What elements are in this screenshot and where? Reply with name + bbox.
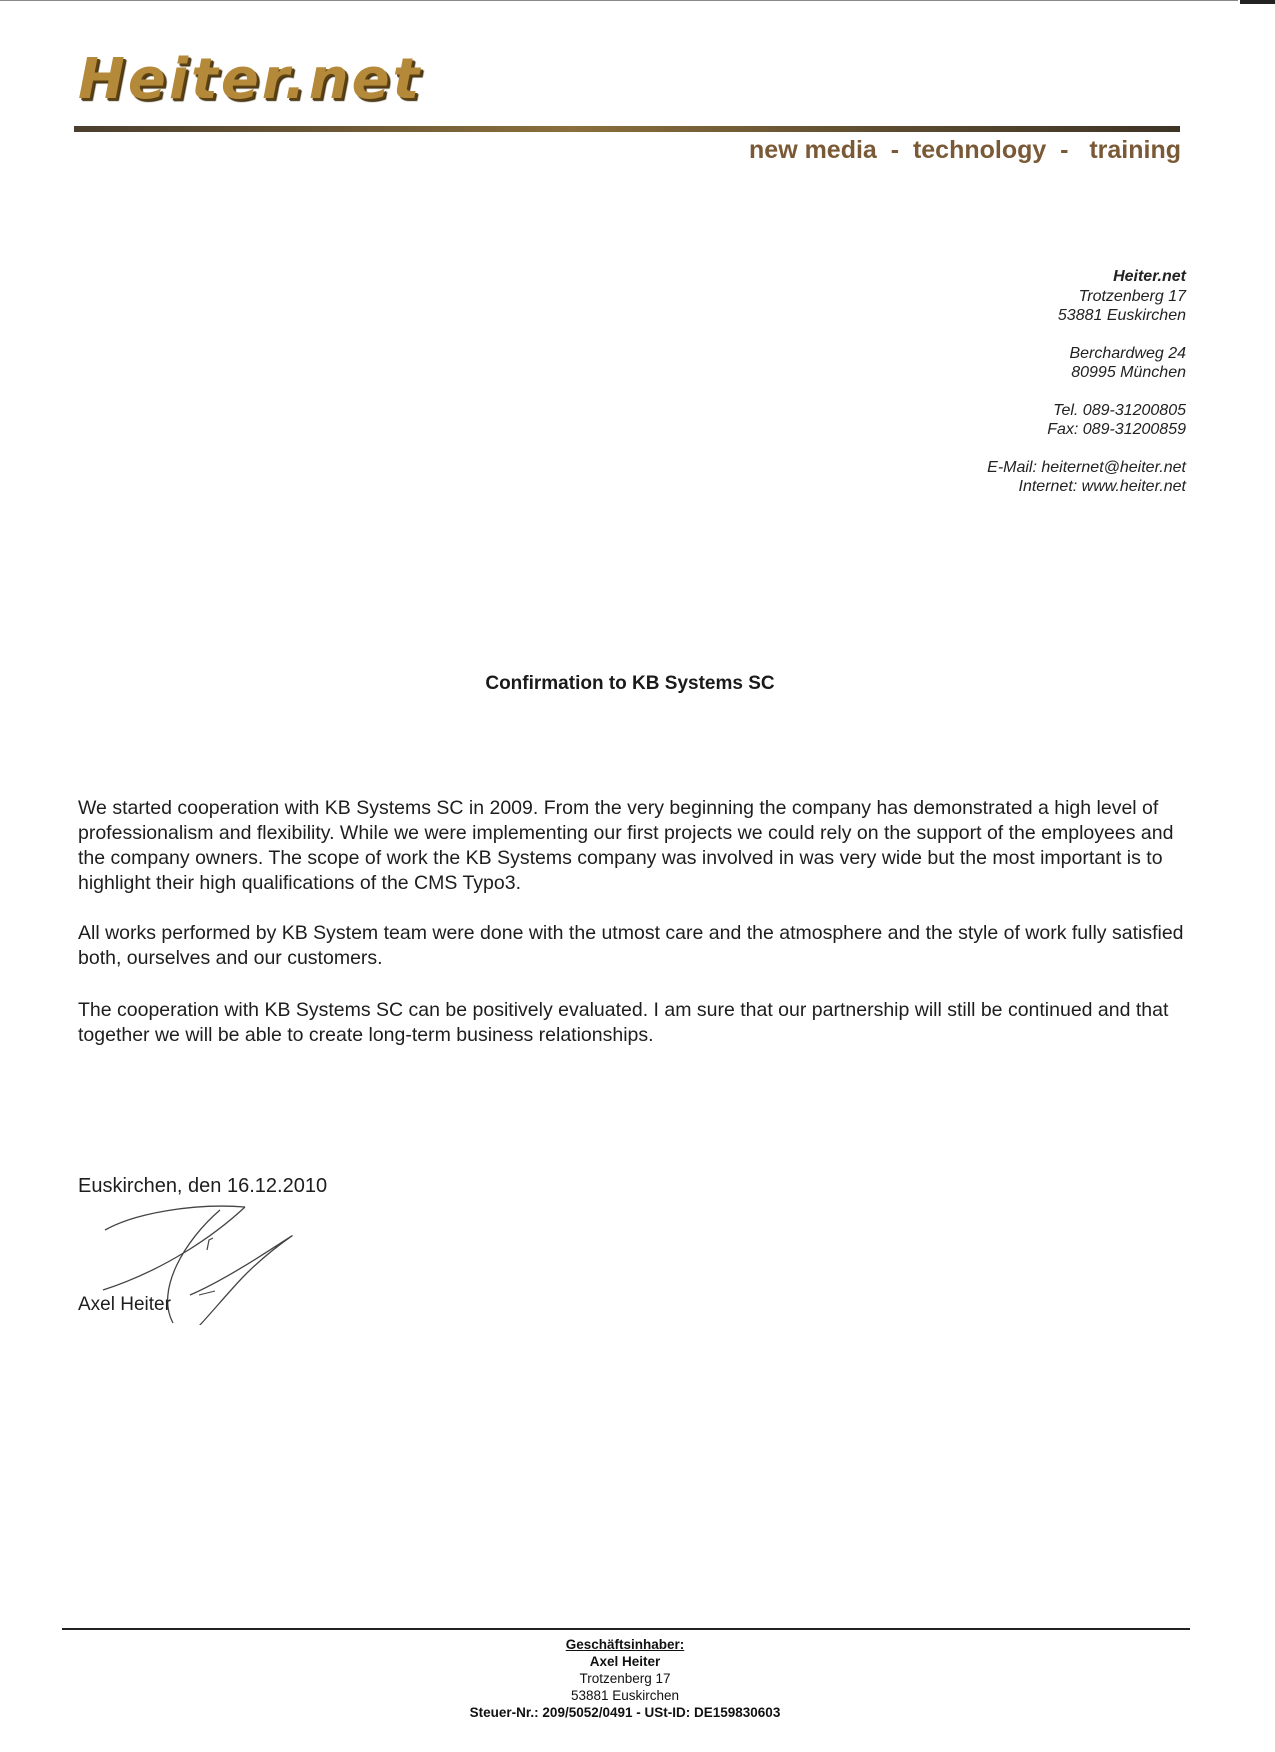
sender-city-1: 53881 Euskirchen	[1057, 307, 1186, 324]
footer-tax-ids: Steuer-Nr.: 209/5052/0491 - USt-ID: DE159830603	[469, 1705, 781, 1720]
footer-rule	[62, 1628, 1190, 1630]
place-and-date: Euskirchen, den 16.12.2010	[78, 1175, 328, 1197]
body-paragraph-1: We started cooperation with KB Systems SC in 2009. From the very beginning the company has demonstrated a high level of professionalism and flexibility. While we were implementing our first projects we could rely on the support of the employees and the company owners. The scope of work the KB Systems company was involved in was very wide but the most important is to highlight their high qualifications of the CMS Typo3.	[78, 797, 1174, 894]
sender-company: Heiter.net	[1113, 268, 1186, 285]
footer-street: Trotzenberg 17	[579, 1671, 671, 1686]
address-gap	[987, 383, 1186, 401]
tagline: new media - technology - training	[749, 136, 1181, 164]
footer-owner-title: Geschäftsinhaber:	[565, 1637, 685, 1652]
scan-top-edge	[0, 0, 1238, 1]
sender-address-block	[987, 267, 1186, 497]
footer-block	[0, 1636, 1250, 1721]
footer-owner-name: Axel Heiter	[589, 1654, 661, 1669]
letter-subject: Confirmation to KB Systems SC	[485, 673, 775, 694]
body-paragraph-3: The cooperation with KB Systems SC can be positively evaluated. I am sure that our partnership will still be continued and that together we will be able to create long-term business relationships.	[78, 999, 1169, 1046]
signer-name: Axel Heiter	[78, 1294, 171, 1315]
sender-street-2: Berchardweg 24	[1069, 344, 1186, 362]
sender-internet: Internet: www.heiter.net	[1018, 478, 1186, 495]
sender-street-1: Trotzenberg 17	[1078, 287, 1186, 305]
scan-corner-mark	[1240, 0, 1275, 4]
sender-email: E-Mail: heiternet@heiter.net	[987, 458, 1186, 476]
sender-city-2: 80995 München	[1071, 364, 1186, 381]
company-logo: Heiter.net	[78, 47, 423, 112]
sender-fax: Fax: 089-31200859	[1047, 421, 1186, 438]
body-paragraph-2: All works performed by KB System team were done with the utmost care and the atmosphere and the style of work fully satisfied both, ourselves and our customers.	[78, 922, 1184, 969]
header-rule	[74, 126, 1180, 132]
address-gap	[987, 440, 1186, 458]
address-gap	[987, 326, 1186, 344]
sender-tel: Tel. 089-31200805	[1053, 401, 1186, 419]
footer-city: 53881 Euskirchen	[570, 1688, 680, 1703]
